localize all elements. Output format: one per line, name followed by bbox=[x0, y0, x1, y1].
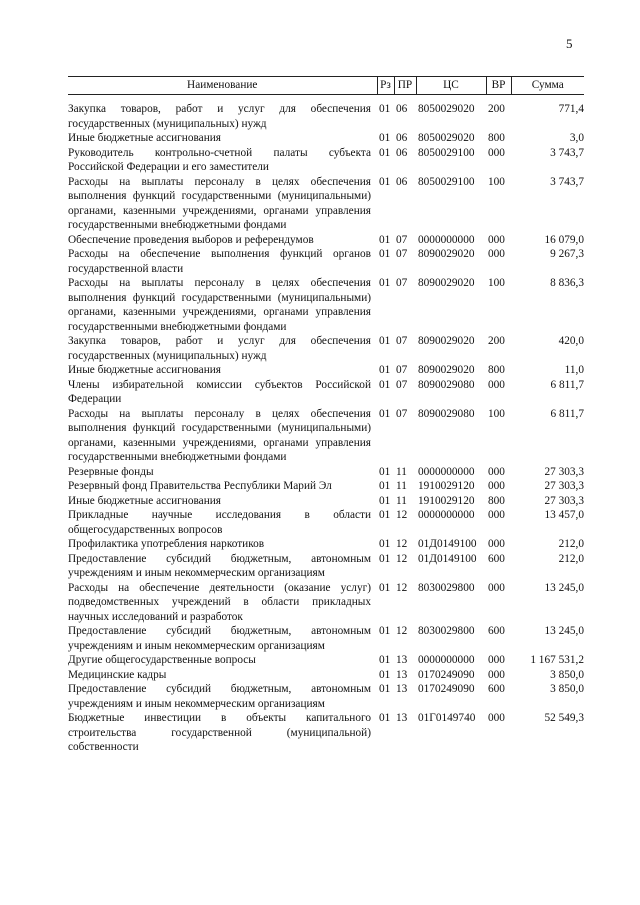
table-row bbox=[68, 95, 584, 132]
row-cs: 01Д0149100 bbox=[418, 552, 477, 565]
page-number: 5 bbox=[566, 36, 573, 51]
row-pr: 06 bbox=[396, 103, 408, 115]
row-pr: 07 bbox=[396, 364, 408, 376]
row-pr: 12 bbox=[396, 625, 408, 637]
row-pr: 11 bbox=[396, 494, 407, 507]
budget-table bbox=[68, 76, 584, 755]
row-sum: 3,0 bbox=[569, 132, 584, 144]
row-sum: 3 850,0 bbox=[550, 668, 584, 681]
row-cs: 8050029100 bbox=[418, 146, 475, 159]
row-pr: 11 bbox=[396, 480, 407, 492]
row-vr: 800 bbox=[488, 364, 505, 376]
row-vr: 100 bbox=[488, 277, 505, 289]
row-rz: 01 bbox=[379, 683, 391, 695]
row-cs: 01Г0149740 bbox=[418, 712, 476, 724]
row-cs: 0000000000 bbox=[418, 509, 475, 521]
row-pr: 07 bbox=[396, 407, 408, 420]
row-pr: 07 bbox=[396, 335, 408, 347]
row-name: Закупка товаров, работ и услуг для обеспечения государственных (муниципальных) нужд bbox=[68, 103, 371, 130]
table-row bbox=[68, 276, 584, 334]
row-cs: 1910029120 bbox=[418, 480, 475, 492]
row-sum: 6 811,7 bbox=[550, 378, 584, 391]
header-row bbox=[68, 77, 584, 95]
row-rz: 01 bbox=[379, 552, 391, 565]
row-cs: 8090029020 bbox=[418, 248, 475, 260]
row-name: Обеспечение проведения выборов и референдумов bbox=[68, 233, 314, 246]
row-vr: 000 bbox=[488, 712, 505, 724]
row-pr: 12 bbox=[396, 581, 408, 594]
row-vr: 200 bbox=[488, 335, 505, 347]
row-sum: 420,0 bbox=[558, 335, 584, 347]
row-rz: 01 bbox=[379, 654, 391, 666]
row-sum: 8 836,3 bbox=[550, 277, 584, 289]
row-pr: 06 bbox=[396, 175, 408, 188]
row-cs: 8090029080 bbox=[418, 407, 475, 420]
column-header-name: Наименование bbox=[68, 77, 377, 95]
column-header-rz: Рз bbox=[377, 77, 394, 95]
row-rz: 01 bbox=[379, 465, 391, 478]
column-header-pr: ПР bbox=[394, 77, 416, 95]
row-name: Члены избирательной комиссии субъектов Российской Федерации bbox=[68, 378, 371, 405]
row-cs: 01Д0149100 bbox=[418, 538, 477, 550]
row-rz: 01 bbox=[379, 668, 391, 681]
row-vr: 000 bbox=[488, 509, 505, 521]
row-name: Расходы на выплаты персоналу в целях обеспечения выполнения функций государственными (муниципальными) органами, казенными учреждениями, органами управления государственными внебюджетными фондами bbox=[68, 407, 371, 463]
row-sum: 9 267,3 bbox=[550, 248, 584, 260]
row-cs: 8090029020 bbox=[418, 364, 475, 376]
row-vr: 600 bbox=[488, 683, 505, 695]
table-row bbox=[68, 247, 584, 276]
row-sum: 13 245,0 bbox=[544, 581, 584, 594]
table-header bbox=[68, 77, 584, 95]
column-header-cs: ЦС bbox=[416, 77, 486, 95]
row-cs: 8090029080 bbox=[418, 378, 475, 391]
row-vr: 200 bbox=[488, 103, 505, 115]
row-sum: 212,0 bbox=[558, 538, 584, 550]
row-vr: 100 bbox=[488, 175, 505, 188]
row-cs: 8050029100 bbox=[418, 175, 475, 188]
row-rz: 01 bbox=[379, 103, 391, 115]
row-vr: 000 bbox=[488, 248, 505, 260]
row-sum: 212,0 bbox=[558, 552, 584, 565]
table-row bbox=[68, 508, 584, 537]
row-rz: 01 bbox=[379, 625, 391, 637]
row-sum: 771,4 bbox=[558, 103, 584, 115]
row-vr: 000 bbox=[488, 480, 505, 492]
row-vr: 000 bbox=[488, 465, 505, 478]
row-rz: 01 bbox=[379, 509, 391, 521]
row-vr: 100 bbox=[488, 407, 505, 420]
row-sum: 3 743,7 bbox=[550, 146, 584, 159]
row-name: Расходы на выплаты персоналу в целях обеспечения выполнения функций государственными (муниципальными) органами, казенными учреждениями, органами управления государственными внебюджетными фондами bbox=[68, 175, 371, 231]
row-pr: 11 bbox=[396, 465, 407, 478]
row-pr: 12 bbox=[396, 552, 408, 565]
row-vr: 000 bbox=[488, 581, 505, 594]
row-cs: 8090029020 bbox=[418, 335, 475, 347]
row-pr: 06 bbox=[396, 146, 408, 159]
row-rz: 01 bbox=[379, 277, 391, 289]
row-vr: 000 bbox=[488, 233, 505, 246]
row-name: Расходы на обеспечение деятельности (оказание услуг) подведомственных учреждений в области прикладных научных исследований и разработок bbox=[68, 581, 371, 623]
row-name: Прикладные научные исследования в области общегосударственных вопросов bbox=[68, 509, 371, 536]
row-cs: 8050029020 bbox=[418, 103, 475, 115]
row-name: Расходы на обеспечение выполнения функций органов государственной власти bbox=[68, 248, 371, 275]
table-row bbox=[68, 537, 584, 552]
row-rz: 01 bbox=[379, 233, 391, 246]
row-vr: 000 bbox=[488, 538, 505, 550]
row-rz: 01 bbox=[379, 364, 391, 376]
row-sum: 27 303,3 bbox=[544, 480, 584, 492]
table-row bbox=[68, 233, 584, 248]
table-row bbox=[68, 711, 584, 755]
row-pr: 06 bbox=[396, 132, 408, 144]
row-rz: 01 bbox=[379, 480, 391, 492]
row-vr: 000 bbox=[488, 668, 505, 681]
row-name: Резервные фонды bbox=[68, 465, 154, 478]
row-vr: 000 bbox=[488, 378, 505, 391]
row-pr: 13 bbox=[396, 668, 408, 681]
row-pr: 13 bbox=[396, 712, 408, 724]
row-name: Расходы на выплаты персоналу в целях обеспечения выполнения функций государственными (муниципальными) органами, казенными учреждениями, органами управления государственными внебюджетными фондами bbox=[68, 277, 371, 333]
row-name: Иные бюджетные ассигнования bbox=[68, 132, 221, 144]
column-header-vr: ВР bbox=[486, 77, 511, 95]
row-pr: 12 bbox=[396, 509, 408, 521]
table-row bbox=[68, 146, 584, 175]
row-sum: 3 850,0 bbox=[550, 683, 584, 695]
row-pr: 12 bbox=[396, 538, 408, 550]
row-sum: 13 457,0 bbox=[544, 509, 584, 521]
table-row bbox=[68, 363, 584, 378]
row-rz: 01 bbox=[379, 132, 391, 144]
table-row bbox=[68, 378, 584, 407]
table-body bbox=[68, 95, 584, 755]
row-name: Резервный фонд Правительства Республики Марий Эл bbox=[68, 480, 332, 492]
row-rz: 01 bbox=[379, 175, 391, 188]
table-row bbox=[68, 465, 584, 480]
row-vr: 600 bbox=[488, 625, 505, 637]
table-row bbox=[68, 479, 584, 494]
row-sum: 6 811,7 bbox=[550, 407, 584, 420]
row-sum: 27 303,3 bbox=[544, 494, 584, 507]
row-rz: 01 bbox=[379, 248, 391, 260]
table-row bbox=[68, 653, 584, 668]
table-row bbox=[68, 494, 584, 509]
row-sum: 52 549,3 bbox=[544, 712, 584, 724]
row-vr: 800 bbox=[488, 494, 505, 507]
table-row bbox=[68, 682, 584, 711]
table-row bbox=[68, 624, 584, 653]
row-name: Предоставление субсидий бюджетным, автономным учреждениям и иным некоммерческим организациям bbox=[68, 683, 371, 710]
row-cs: 0000000000 bbox=[418, 233, 475, 246]
row-pr: 07 bbox=[396, 233, 408, 246]
row-pr: 07 bbox=[396, 277, 408, 289]
table-row bbox=[68, 407, 584, 465]
row-name: Медицинские кадры bbox=[68, 668, 167, 681]
table-row bbox=[68, 668, 584, 683]
row-rz: 01 bbox=[379, 712, 391, 724]
row-name: Профилактика употребления наркотиков bbox=[68, 538, 265, 550]
row-name: Предоставление субсидий бюджетным, автономным учреждениям и иным некоммерческим организациям bbox=[68, 552, 371, 579]
row-name: Руководитель контрольно-счетной палаты субъекта Российской Федерации и его заместители bbox=[68, 146, 371, 173]
column-header-sum: Сумма bbox=[511, 77, 584, 95]
row-cs: 8090029020 bbox=[418, 277, 475, 289]
row-cs: 0170249090 bbox=[418, 683, 475, 695]
row-sum: 27 303,3 bbox=[544, 465, 584, 478]
row-cs: 0000000000 bbox=[418, 654, 475, 666]
row-sum: 3 743,7 bbox=[550, 175, 584, 188]
row-rz: 01 bbox=[379, 538, 391, 550]
row-vr: 800 bbox=[488, 132, 505, 144]
table-row bbox=[68, 334, 584, 363]
row-vr: 000 bbox=[488, 146, 505, 159]
row-sum: 13 245,0 bbox=[544, 625, 584, 637]
row-cs: 1910029120 bbox=[418, 494, 475, 507]
row-cs: 0170249090 bbox=[418, 668, 475, 681]
row-sum: 1 167 531,2 bbox=[530, 654, 584, 666]
table-row bbox=[68, 552, 584, 581]
row-cs: 8050029020 bbox=[418, 132, 475, 144]
row-pr: 13 bbox=[396, 654, 408, 666]
row-vr: 600 bbox=[488, 552, 505, 565]
table-row bbox=[68, 175, 584, 233]
row-name: Закупка товаров, работ и услуг для обеспечения государственных (муниципальных) нужд bbox=[68, 335, 371, 362]
row-name: Иные бюджетные ассигнования bbox=[68, 494, 221, 507]
row-pr: 07 bbox=[396, 378, 408, 391]
row-rz: 01 bbox=[379, 407, 391, 420]
table-row bbox=[68, 131, 584, 146]
row-pr: 07 bbox=[396, 248, 408, 260]
row-name: Бюджетные инвестиции в объекты капитального строительства государственной (муниципальной) собственности bbox=[68, 712, 371, 753]
row-rz: 01 bbox=[379, 581, 391, 594]
row-rz: 01 bbox=[379, 494, 391, 507]
row-sum: 11,0 bbox=[564, 364, 584, 376]
row-pr: 13 bbox=[396, 683, 408, 695]
row-name: Иные бюджетные ассигнования bbox=[68, 364, 221, 376]
row-name: Другие общегосударственные вопросы bbox=[68, 654, 256, 666]
row-rz: 01 bbox=[379, 378, 391, 391]
row-sum: 16 079,0 bbox=[544, 233, 584, 246]
row-name: Предоставление субсидий бюджетным, автономным учреждениям и иным некоммерческим организациям bbox=[68, 625, 371, 652]
row-rz: 01 bbox=[379, 146, 391, 159]
table-row bbox=[68, 581, 584, 625]
row-cs: 8030029800 bbox=[418, 625, 475, 637]
row-vr: 000 bbox=[488, 654, 505, 666]
row-cs: 8030029800 bbox=[418, 581, 475, 594]
row-rz: 01 bbox=[379, 335, 391, 347]
row-cs: 0000000000 bbox=[418, 465, 475, 478]
